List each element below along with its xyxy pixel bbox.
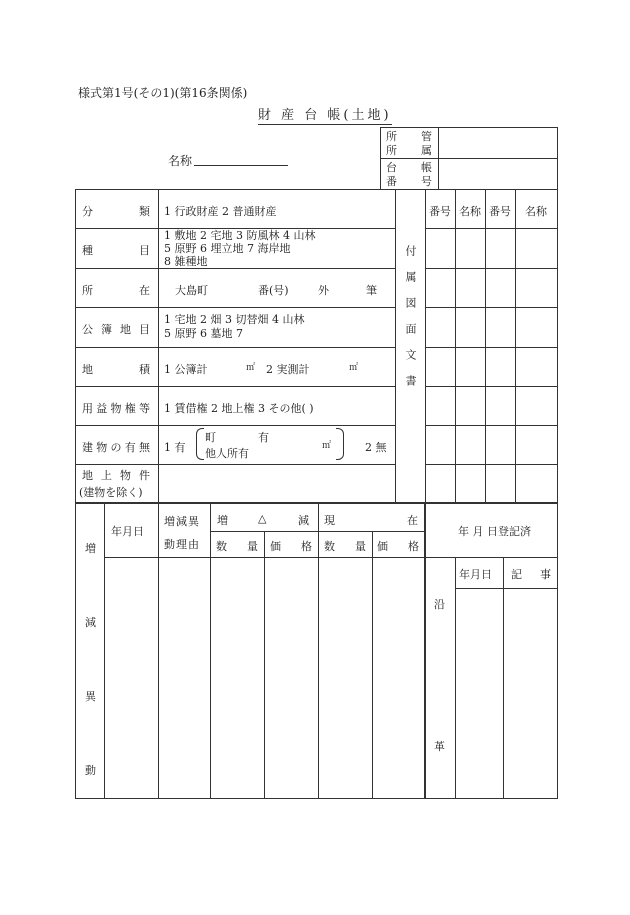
value-brush: 筆 — [366, 284, 377, 297]
value-chiseki-kobo: 1 公簿計 — [164, 363, 208, 376]
header-price-1: 価 格 — [270, 540, 312, 553]
value-tatemono-have: 有 — [258, 431, 269, 444]
unit-chiseki-2: ㎡ — [349, 363, 359, 373]
unit-chiseki-1: ㎡ — [246, 363, 256, 373]
value-number: 番(号) — [258, 284, 289, 297]
header-qty-1: 数 量 — [216, 540, 258, 553]
value-shumoku: 1 敷地 2 宅地 3 防風林 4 山林 5 原野 6 埋立地 7 海岸地 8 雑種地 — [164, 229, 316, 268]
side-label-changes: 増 減 異 動 — [85, 542, 96, 777]
side-label-history: 沿 革 — [434, 598, 445, 753]
value-bunrui: 1 行政財産 2 普通財産 — [164, 205, 277, 218]
corner-label-daicho: 台 帳 — [386, 161, 432, 174]
unit-tatemono: ㎡ — [322, 441, 332, 451]
header-meisho-2: 名称 — [525, 205, 547, 218]
header-reason-2: 動理由 — [164, 538, 200, 551]
header-increase: 増 — [217, 514, 228, 527]
corner-label-shokan: 所 管 — [386, 130, 432, 143]
label-chiseki: 地 積 — [82, 363, 150, 376]
attached-docs-label: 付属図面文書 — [404, 245, 417, 401]
label-chijo-bukken-note: (建物を除く) — [79, 486, 143, 499]
history-notes-header: 記 事 — [511, 568, 551, 581]
form-number: 様式第1号(その1)(第16条関係) — [78, 86, 248, 100]
history-date-header: 年月日 — [459, 568, 492, 581]
corner-label-shozoku: 所 属 — [386, 144, 432, 157]
label-bunrui: 分 類 — [82, 205, 150, 218]
history-registered: 年 月 日登記済 — [458, 525, 531, 538]
header-qty-2: 数 量 — [324, 540, 366, 553]
value-outside: 外 — [318, 284, 329, 297]
header-current: 現 — [324, 514, 335, 527]
header-triangle: △ — [258, 512, 267, 525]
page-title: 財 産 台 帳(土地) — [258, 104, 392, 125]
header-date: 年月日 — [111, 525, 144, 538]
value-tatemono-town: 町 — [205, 431, 216, 444]
value-town: 大島町 — [175, 284, 208, 297]
label-shumoku: 種 目 — [82, 244, 150, 257]
header-at: 在 — [407, 514, 418, 527]
label-shozai: 所 在 — [82, 284, 150, 297]
header-bango-2: 番号 — [489, 205, 511, 218]
value-yoeki: 1 賃借権 2 地上権 3 その他( ) — [164, 402, 314, 415]
label-tatemono: 建 物 の 有 無 — [82, 441, 150, 454]
header-meisho-1: 名称 — [459, 205, 481, 218]
value-tatemono-other: 他人所有 — [205, 447, 249, 460]
header-price-2: 価 格 — [377, 540, 419, 553]
corner-label-bango: 番 号 — [386, 175, 432, 188]
header-decrease: 減 — [298, 514, 309, 527]
label-yoeki: 用 益 物 権 等 — [82, 402, 150, 415]
value-kobo-chimoku: 1 宅地 2 畑 3 切替畑 4 山林 5 原野 6 墓地 7 — [164, 313, 305, 340]
bracket-right — [336, 428, 344, 460]
value-chiseki-jisoku: 2 実測計 — [266, 363, 310, 376]
name-label: 名称 — [168, 154, 193, 168]
label-kobo-chimoku: 公 簿 地 目 — [82, 323, 150, 336]
value-tatemono-yes: 1 有 — [164, 441, 186, 454]
value-tatemono-no: 2 無 — [365, 441, 387, 454]
name-underline — [194, 165, 288, 166]
header-bango-1: 番号 — [429, 205, 451, 218]
label-chijo-bukken: 地 上 物 件 — [82, 469, 150, 482]
header-reason-1: 増減異 — [164, 515, 200, 528]
bracket-left — [196, 428, 204, 460]
